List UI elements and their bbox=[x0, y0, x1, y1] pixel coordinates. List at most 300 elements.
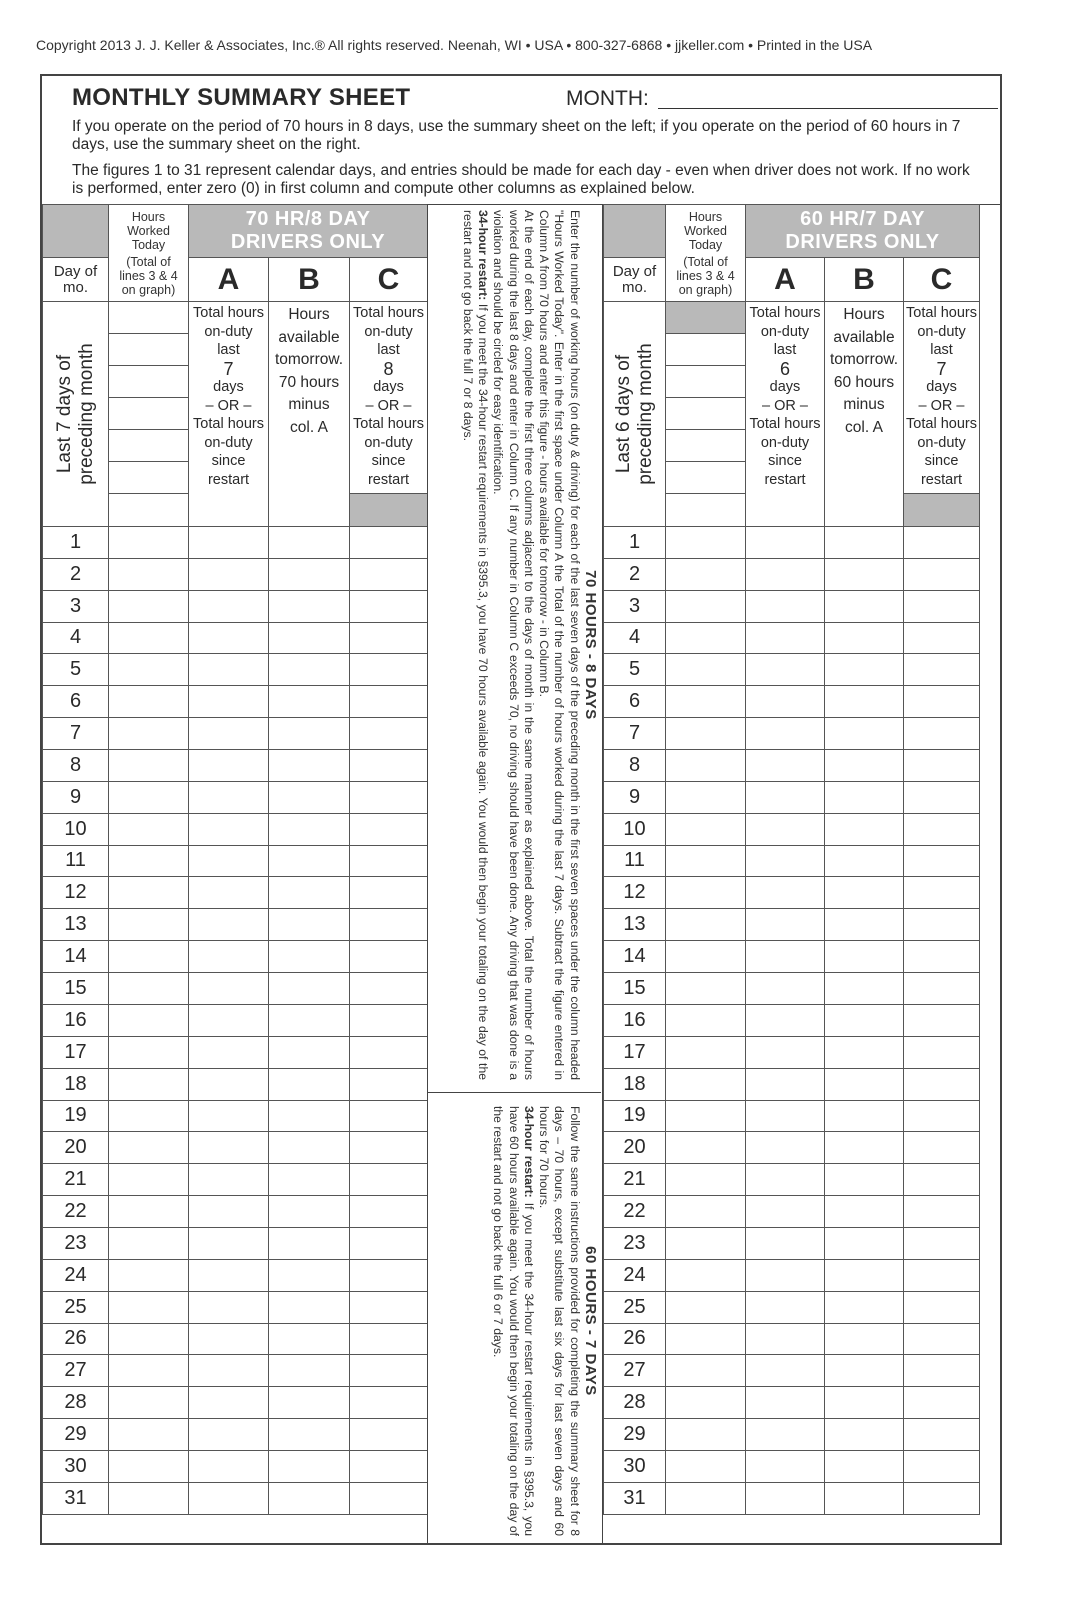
hours-worked-cell[interactable] bbox=[666, 527, 746, 559]
col-b-cell[interactable] bbox=[825, 1419, 904, 1451]
col-b-cell[interactable] bbox=[269, 590, 350, 622]
col-c-cell[interactable] bbox=[350, 1068, 428, 1100]
hours-worked-cell[interactable] bbox=[109, 1004, 189, 1036]
col-b-cell[interactable] bbox=[269, 909, 350, 941]
col-b-cell[interactable] bbox=[825, 1036, 904, 1068]
col-a-cell[interactable] bbox=[746, 781, 825, 813]
hours-worked-cell[interactable] bbox=[109, 1450, 189, 1482]
col-b-line: available bbox=[278, 328, 340, 346]
col-c-cell[interactable] bbox=[350, 1132, 428, 1164]
hours-worked-cell[interactable] bbox=[109, 813, 189, 845]
col-a-cell[interactable] bbox=[746, 654, 825, 686]
hours-worked-cell[interactable] bbox=[109, 1196, 189, 1228]
col-a-cell[interactable] bbox=[746, 749, 825, 781]
col-a-cell[interactable] bbox=[189, 781, 269, 813]
col-c-cell[interactable] bbox=[350, 654, 428, 686]
restart-label: 34-hour restart: bbox=[521, 1106, 536, 1198]
hours-worked-cell[interactable] bbox=[666, 781, 746, 813]
col-c-cell[interactable] bbox=[904, 813, 980, 845]
col-a-cell[interactable] bbox=[189, 1100, 269, 1132]
col-a-line: Total hours bbox=[193, 305, 264, 321]
day-row bbox=[43, 1068, 428, 1100]
hours-worked-cell[interactable] bbox=[109, 590, 189, 622]
col-c-cell[interactable] bbox=[350, 941, 428, 973]
col-c-cell[interactable] bbox=[350, 558, 428, 590]
col-b-cell[interactable] bbox=[269, 1323, 350, 1355]
hours-worked-cell[interactable] bbox=[666, 1227, 746, 1259]
day-number: 24 bbox=[604, 1259, 666, 1291]
col-a-cell[interactable] bbox=[746, 527, 825, 559]
col-a-cell[interactable] bbox=[746, 1132, 825, 1164]
col-a-cell[interactable] bbox=[746, 845, 825, 877]
prev-day-cell[interactable] bbox=[666, 462, 746, 494]
prev-day-cell[interactable] bbox=[666, 334, 746, 366]
col-c-cell[interactable] bbox=[904, 527, 980, 559]
col-c-cell[interactable] bbox=[904, 590, 980, 622]
hours-worked-cell[interactable] bbox=[109, 845, 189, 877]
hours-worked-cell[interactable] bbox=[109, 622, 189, 654]
col-c-cell[interactable] bbox=[904, 1227, 980, 1259]
col-b-cell[interactable] bbox=[269, 1132, 350, 1164]
day-row bbox=[604, 1004, 980, 1036]
col-b-cell[interactable] bbox=[269, 622, 350, 654]
hours-worked-cell[interactable] bbox=[666, 1036, 746, 1068]
hours-worked-cell[interactable] bbox=[666, 1132, 746, 1164]
copyright-notice: Copyright 2013 J. J. Keller & Associates, Inc.® All rights reserved. Neenah, WI • USA • 800-327-6868 • jjkeller.com • Printed in the USA bbox=[36, 37, 873, 53]
col-b-cell[interactable] bbox=[269, 558, 350, 590]
prev-day-cell[interactable] bbox=[666, 366, 746, 398]
col-a-cell[interactable] bbox=[746, 686, 825, 718]
col-c-cell[interactable] bbox=[350, 1164, 428, 1196]
col-b-cell[interactable] bbox=[825, 749, 904, 781]
col-a-cell[interactable] bbox=[189, 1068, 269, 1100]
hours-worked-cell[interactable] bbox=[109, 877, 189, 909]
col-b-cell[interactable] bbox=[825, 781, 904, 813]
hours-worked-cell[interactable] bbox=[109, 1227, 189, 1259]
col-b-cell[interactable] bbox=[825, 590, 904, 622]
col-b-cell[interactable] bbox=[825, 527, 904, 559]
col-b-cell[interactable] bbox=[269, 1355, 350, 1387]
hours-worked-cell[interactable] bbox=[666, 590, 746, 622]
col-c-cell[interactable] bbox=[904, 1259, 980, 1291]
col-b-cell[interactable] bbox=[269, 654, 350, 686]
hours-worked-cell[interactable] bbox=[666, 1004, 746, 1036]
col-b-cell[interactable] bbox=[825, 718, 904, 750]
col-b-cell[interactable] bbox=[269, 1419, 350, 1451]
col-a-cell[interactable] bbox=[746, 813, 825, 845]
col-a-cell[interactable] bbox=[746, 1004, 825, 1036]
col-c-cell[interactable] bbox=[350, 972, 428, 1004]
col-b-cell[interactable] bbox=[269, 1450, 350, 1482]
hours-worked-cell[interactable] bbox=[666, 1259, 746, 1291]
col-a-cell[interactable] bbox=[189, 813, 269, 845]
col-a-cell[interactable] bbox=[189, 718, 269, 750]
day-row bbox=[43, 781, 428, 813]
hours-worked-cell[interactable] bbox=[109, 558, 189, 590]
col-a-cell[interactable] bbox=[189, 941, 269, 973]
col-c-cell[interactable] bbox=[904, 941, 980, 973]
hours-worked-cell[interactable] bbox=[666, 845, 746, 877]
col-b-cell[interactable] bbox=[269, 877, 350, 909]
col-b-cell[interactable] bbox=[825, 1450, 904, 1482]
col-c-cell[interactable] bbox=[350, 1355, 428, 1387]
form-header bbox=[40, 74, 1002, 204]
col-a-cell[interactable] bbox=[746, 1323, 825, 1355]
col-b-cell[interactable] bbox=[825, 845, 904, 877]
col-a-cell[interactable] bbox=[746, 558, 825, 590]
col-b-cell[interactable] bbox=[269, 1387, 350, 1419]
prev-day-cell[interactable] bbox=[109, 334, 189, 366]
col-a-cell[interactable] bbox=[189, 1132, 269, 1164]
col-b-cell[interactable] bbox=[269, 1196, 350, 1228]
col-a-cell[interactable] bbox=[746, 622, 825, 654]
hours-worked-cell[interactable] bbox=[109, 1482, 189, 1514]
col-b-cell[interactable] bbox=[269, 527, 350, 559]
hours-worked-cell[interactable] bbox=[666, 1482, 746, 1514]
hours-worked-cell[interactable] bbox=[109, 1100, 189, 1132]
col-a-cell[interactable] bbox=[746, 909, 825, 941]
col-c-cell[interactable] bbox=[350, 1100, 428, 1132]
day-number: 14 bbox=[604, 941, 666, 973]
day-number: 4 bbox=[43, 622, 109, 654]
hours-worked-cell[interactable] bbox=[109, 1355, 189, 1387]
col-c-cell[interactable] bbox=[350, 1323, 428, 1355]
hours-worked-cell[interactable] bbox=[109, 718, 189, 750]
col-b-cell[interactable] bbox=[825, 941, 904, 973]
col-b-cell[interactable] bbox=[825, 1132, 904, 1164]
col-b-cell[interactable] bbox=[269, 1482, 350, 1514]
col-c-cell[interactable] bbox=[904, 1196, 980, 1228]
col-b-cell[interactable] bbox=[269, 1068, 350, 1100]
col-b-line: 60 hours bbox=[833, 373, 895, 391]
col-b-cell[interactable] bbox=[825, 1387, 904, 1419]
col-a-cell[interactable] bbox=[746, 1419, 825, 1451]
instructions-divider bbox=[428, 1092, 601, 1093]
hours-worked-cell[interactable] bbox=[666, 654, 746, 686]
col-a-cell[interactable] bbox=[746, 1100, 825, 1132]
col-b-cell[interactable] bbox=[269, 972, 350, 1004]
day-number: 10 bbox=[604, 813, 666, 845]
col-a-cell[interactable] bbox=[746, 1291, 825, 1323]
col-b-cell[interactable] bbox=[825, 1259, 904, 1291]
col-c-cell[interactable] bbox=[350, 909, 428, 941]
hours-worked-label: Hours Worked Today bbox=[684, 209, 727, 252]
col-a-cell[interactable] bbox=[746, 972, 825, 1004]
col-b-cell[interactable] bbox=[825, 909, 904, 941]
day-number: 5 bbox=[604, 654, 666, 686]
col-c-cell[interactable] bbox=[904, 1419, 980, 1451]
hours-worked-cell[interactable] bbox=[109, 527, 189, 559]
col-c-cell[interactable] bbox=[904, 749, 980, 781]
hours-worked-cell[interactable] bbox=[666, 1387, 746, 1419]
col-c-cell[interactable] bbox=[350, 781, 428, 813]
day-number: 20 bbox=[43, 1132, 109, 1164]
hours-worked-cell[interactable] bbox=[109, 1387, 189, 1419]
day-row bbox=[604, 941, 980, 973]
hours-worked-cell[interactable] bbox=[666, 972, 746, 1004]
col-c-cell[interactable] bbox=[350, 1387, 428, 1419]
col-a-cell[interactable] bbox=[189, 1036, 269, 1068]
col-a-cell[interactable] bbox=[746, 941, 825, 973]
hours-worked-cell[interactable] bbox=[666, 686, 746, 718]
col-c-cell[interactable] bbox=[904, 877, 980, 909]
col-b-cell[interactable] bbox=[269, 1004, 350, 1036]
prev-day-cell[interactable] bbox=[109, 430, 189, 462]
day-row bbox=[604, 877, 980, 909]
hours-worked-cell[interactable] bbox=[109, 749, 189, 781]
col-c-cell[interactable] bbox=[350, 845, 428, 877]
hours-worked-cell[interactable] bbox=[109, 1419, 189, 1451]
col-a-line: days bbox=[213, 379, 244, 395]
col-b-cell[interactable] bbox=[825, 622, 904, 654]
col-b-cell[interactable] bbox=[825, 558, 904, 590]
col-c-cell[interactable] bbox=[904, 622, 980, 654]
col-b-cell[interactable] bbox=[825, 1164, 904, 1196]
col-c-cell[interactable] bbox=[350, 1004, 428, 1036]
day-number: 12 bbox=[604, 877, 666, 909]
hours-worked-cell[interactable] bbox=[666, 1164, 746, 1196]
col-c-cell[interactable] bbox=[904, 1100, 980, 1132]
col-c-cell[interactable] bbox=[904, 1323, 980, 1355]
hours-worked-cell[interactable] bbox=[109, 972, 189, 1004]
hours-worked-cell[interactable] bbox=[109, 654, 189, 686]
hours-worked-cell[interactable] bbox=[109, 1323, 189, 1355]
col-a-cell[interactable] bbox=[189, 1004, 269, 1036]
col-c-cell[interactable] bbox=[904, 1450, 980, 1482]
col-a-cell[interactable] bbox=[189, 558, 269, 590]
col-a-cell[interactable] bbox=[189, 1291, 269, 1323]
col-b-cell[interactable] bbox=[825, 877, 904, 909]
col-b-cell[interactable] bbox=[269, 845, 350, 877]
col-a-cell[interactable] bbox=[746, 1355, 825, 1387]
col-a-cell[interactable] bbox=[189, 1227, 269, 1259]
prev-day-cell[interactable] bbox=[109, 462, 189, 494]
col-a-cell[interactable] bbox=[189, 590, 269, 622]
hours-worked-cell[interactable] bbox=[666, 941, 746, 973]
col-b-cell[interactable] bbox=[825, 1100, 904, 1132]
col-c-cell[interactable] bbox=[904, 1164, 980, 1196]
col-c-cell[interactable] bbox=[350, 718, 428, 750]
hours-worked-cell[interactable] bbox=[666, 1196, 746, 1228]
day-of-month-header: Day of mo. bbox=[604, 258, 666, 302]
col-b-cell[interactable] bbox=[269, 1291, 350, 1323]
hours-worked-cell[interactable] bbox=[109, 1036, 189, 1068]
col-b-cell[interactable] bbox=[825, 1482, 904, 1514]
col-c-cell[interactable] bbox=[904, 1387, 980, 1419]
hours-worked-cell[interactable] bbox=[666, 813, 746, 845]
col-b-cell[interactable] bbox=[825, 1068, 904, 1100]
col-b-cell[interactable] bbox=[269, 1164, 350, 1196]
col-c-cell[interactable] bbox=[904, 1004, 980, 1036]
day-row bbox=[604, 1450, 980, 1482]
col-c-cell[interactable] bbox=[350, 686, 428, 718]
hours-worked-cell[interactable] bbox=[666, 1355, 746, 1387]
col-a-cell[interactable] bbox=[746, 1068, 825, 1100]
col-c-cell[interactable] bbox=[350, 749, 428, 781]
day-number: 30 bbox=[43, 1450, 109, 1482]
col-b-cell[interactable] bbox=[269, 1036, 350, 1068]
col-c-cell[interactable] bbox=[904, 1482, 980, 1514]
col-b-line: tomorrow. bbox=[829, 351, 899, 368]
col-c-cell[interactable] bbox=[904, 718, 980, 750]
col-b-cell[interactable] bbox=[825, 813, 904, 845]
col-c-cell[interactable] bbox=[904, 845, 980, 877]
col-c-cell[interactable] bbox=[904, 558, 980, 590]
col-c-cell[interactable] bbox=[350, 1482, 428, 1514]
day-number: 29 bbox=[43, 1419, 109, 1451]
hours-worked-cell[interactable] bbox=[666, 1419, 746, 1451]
prev-day-cell[interactable] bbox=[666, 430, 746, 462]
hours-worked-cell[interactable] bbox=[666, 1291, 746, 1323]
hours-worked-cell[interactable] bbox=[666, 718, 746, 750]
col-a-cell[interactable] bbox=[189, 1387, 269, 1419]
col-b-cell[interactable] bbox=[825, 1004, 904, 1036]
col-b-line: minus bbox=[843, 396, 885, 413]
col-c-cell[interactable] bbox=[350, 590, 428, 622]
hours-worked-cell[interactable] bbox=[109, 1068, 189, 1100]
col-c-cell[interactable] bbox=[350, 527, 428, 559]
prev-day-cell[interactable] bbox=[109, 494, 189, 527]
instructions-70hr-p2: At the end of each day, complete the first three columns adjacent to the days of month in the same manner as explained above. Total the number of hours worked during the last 8 days and enter in Column C. If any number in Column C exceeds 70, no driving should have been done. Any driving that was done is a violation and should be circled for easy identification. bbox=[491, 210, 536, 1080]
col-b-line: available bbox=[833, 328, 895, 346]
col-c-cell[interactable] bbox=[904, 1291, 980, 1323]
hours-worked-cell[interactable] bbox=[109, 1291, 189, 1323]
col-c-cell[interactable] bbox=[904, 686, 980, 718]
col-c-cell[interactable] bbox=[904, 1132, 980, 1164]
col-c-cell[interactable] bbox=[350, 1259, 428, 1291]
col-c-cell[interactable] bbox=[350, 1419, 428, 1451]
prev-day-cell[interactable] bbox=[666, 398, 746, 430]
col-b-cell[interactable] bbox=[269, 813, 350, 845]
hours-worked-cell[interactable] bbox=[109, 1259, 189, 1291]
col-b-cell[interactable] bbox=[269, 1259, 350, 1291]
col-a-cell[interactable] bbox=[189, 1355, 269, 1387]
col-b-cell[interactable] bbox=[825, 1227, 904, 1259]
prev-day-shaded-cell bbox=[666, 302, 746, 334]
prev-day-cell[interactable] bbox=[109, 398, 189, 430]
col-c-cell[interactable] bbox=[904, 654, 980, 686]
col-b-cell[interactable] bbox=[825, 972, 904, 1004]
col-a-cell[interactable] bbox=[189, 1419, 269, 1451]
col-b-cell[interactable] bbox=[269, 749, 350, 781]
col-b-cell[interactable] bbox=[269, 686, 350, 718]
col-a-cell[interactable] bbox=[189, 527, 269, 559]
hours-worked-cell[interactable] bbox=[666, 1450, 746, 1482]
col-c-cell[interactable] bbox=[904, 1036, 980, 1068]
col-c-cell[interactable] bbox=[904, 972, 980, 1004]
hours-worked-cell[interactable] bbox=[109, 781, 189, 813]
col-c-cell[interactable] bbox=[350, 1450, 428, 1482]
hours-worked-cell[interactable] bbox=[666, 1068, 746, 1100]
hours-worked-cell[interactable] bbox=[109, 1164, 189, 1196]
hours-worked-cell[interactable] bbox=[109, 1132, 189, 1164]
col-a-cell[interactable] bbox=[189, 1259, 269, 1291]
col-b-cell[interactable] bbox=[825, 654, 904, 686]
col-a-cell[interactable] bbox=[746, 1259, 825, 1291]
col-c-cell[interactable] bbox=[904, 1355, 980, 1387]
col-b-cell[interactable] bbox=[269, 1100, 350, 1132]
hours-worked-cell[interactable] bbox=[666, 1100, 746, 1132]
col-c-cell[interactable] bbox=[350, 813, 428, 845]
col-a-cell[interactable] bbox=[746, 1387, 825, 1419]
col-a-cell[interactable] bbox=[189, 1450, 269, 1482]
hours-worked-cell[interactable] bbox=[666, 1323, 746, 1355]
col-a-cell[interactable] bbox=[189, 686, 269, 718]
col-b-cell[interactable] bbox=[269, 718, 350, 750]
hours-worked-cell[interactable] bbox=[666, 749, 746, 781]
day-row bbox=[43, 1100, 428, 1132]
month-input-line[interactable] bbox=[658, 108, 998, 109]
banner-60hr bbox=[746, 205, 980, 258]
col-b-cell[interactable] bbox=[269, 941, 350, 973]
col-c-cell[interactable] bbox=[350, 1036, 428, 1068]
col-a-cell[interactable] bbox=[746, 1227, 825, 1259]
col-c-cell[interactable] bbox=[904, 781, 980, 813]
col-a-cell[interactable] bbox=[189, 654, 269, 686]
col-c-cell[interactable] bbox=[350, 1227, 428, 1259]
col-c-cell[interactable] bbox=[350, 622, 428, 654]
hours-worked-cell[interactable] bbox=[666, 909, 746, 941]
prev-day-cell[interactable] bbox=[109, 366, 189, 398]
col-a-cell[interactable] bbox=[746, 718, 825, 750]
col-a-cell[interactable] bbox=[746, 1164, 825, 1196]
col-a-cell[interactable] bbox=[189, 1323, 269, 1355]
col-a-cell[interactable] bbox=[746, 590, 825, 622]
day-number: 14 bbox=[43, 941, 109, 973]
col-a-cell[interactable] bbox=[746, 1196, 825, 1228]
restart-text: If you meet the 34-hour restart requirements in §395.3, you have 70 hours available again. You would then begin your totaling on the day of the restart and not go back the full 7 or 8 days. bbox=[460, 210, 490, 1080]
col-b-line: tomorrow. bbox=[274, 351, 344, 368]
col-a-cell[interactable] bbox=[189, 1164, 269, 1196]
col-b-cell[interactable] bbox=[825, 1291, 904, 1323]
hours-worked-cell[interactable] bbox=[109, 909, 189, 941]
day-row bbox=[43, 877, 428, 909]
col-a-cell[interactable] bbox=[189, 877, 269, 909]
day-row bbox=[43, 1323, 428, 1355]
col-c-cell[interactable] bbox=[350, 1196, 428, 1228]
col-b-cell[interactable] bbox=[269, 781, 350, 813]
prev-day-cell[interactable] bbox=[109, 302, 189, 334]
col-b-cell[interactable] bbox=[825, 1196, 904, 1228]
col-a-cell[interactable] bbox=[189, 1482, 269, 1514]
col-a-cell[interactable] bbox=[189, 622, 269, 654]
col-a-cell[interactable] bbox=[746, 1450, 825, 1482]
hours-worked-cell[interactable] bbox=[666, 558, 746, 590]
col-c-cell[interactable] bbox=[350, 877, 428, 909]
day-number: 31 bbox=[604, 1482, 666, 1514]
hours-worked-cell[interactable] bbox=[109, 686, 189, 718]
hours-worked-cell[interactable] bbox=[666, 622, 746, 654]
hours-worked-cell[interactable] bbox=[109, 941, 189, 973]
col-a-cell[interactable] bbox=[189, 972, 269, 1004]
col-a-cell[interactable] bbox=[746, 1036, 825, 1068]
col-b-cell[interactable] bbox=[825, 1355, 904, 1387]
col-a-cell[interactable] bbox=[189, 749, 269, 781]
col-a-cell[interactable] bbox=[746, 1482, 825, 1514]
col-c-cell[interactable] bbox=[350, 1291, 428, 1323]
col-b-cell[interactable] bbox=[825, 1323, 904, 1355]
prev-day-cell[interactable] bbox=[666, 494, 746, 527]
col-a-cell[interactable] bbox=[189, 845, 269, 877]
col-c-cell[interactable] bbox=[904, 909, 980, 941]
col-b-cell[interactable] bbox=[269, 1227, 350, 1259]
col-a-cell[interactable] bbox=[189, 909, 269, 941]
col-a-cell[interactable] bbox=[746, 877, 825, 909]
col-a-cell[interactable] bbox=[189, 1196, 269, 1228]
hours-worked-cell[interactable] bbox=[666, 877, 746, 909]
col-c-cell[interactable] bbox=[904, 1068, 980, 1100]
col-b-cell[interactable] bbox=[825, 686, 904, 718]
